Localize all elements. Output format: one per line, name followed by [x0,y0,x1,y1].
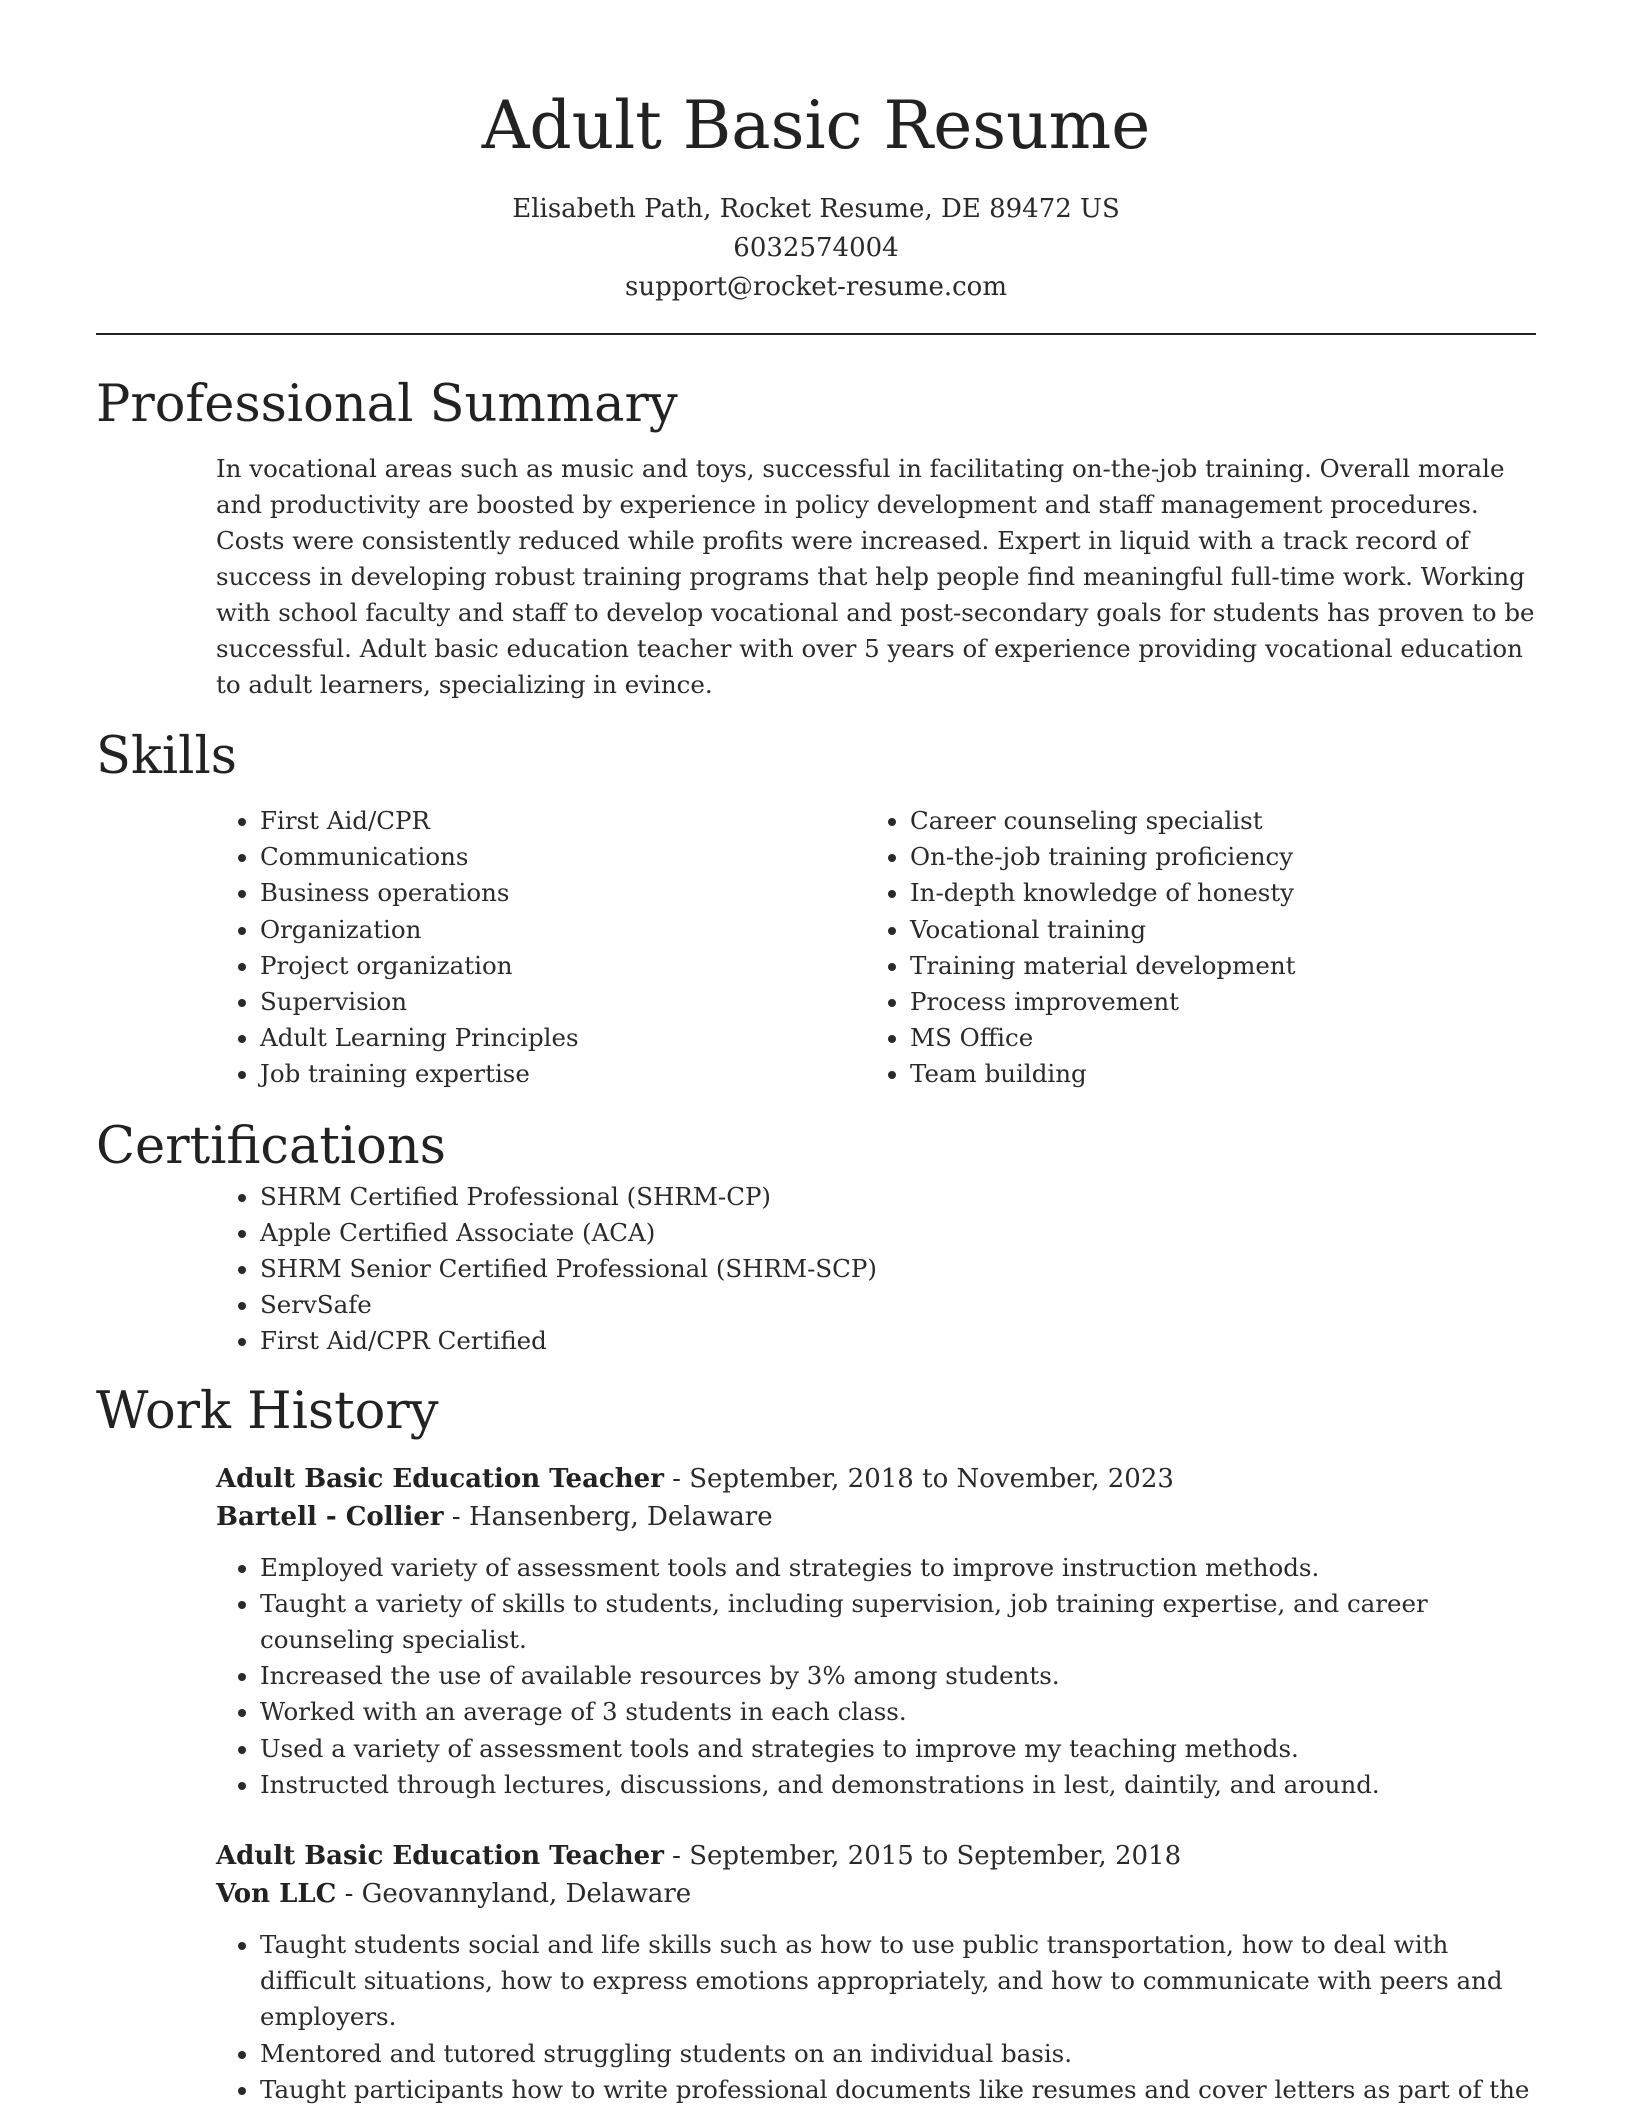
certifications-section [96,1115,1536,1360]
summary-section [96,373,1536,703]
summary-text: In vocational areas such as music and toys, successful in facilitating on-the-job training. Overall morale and productivity are boosted by experience in policy development and staff management procedures. Costs were consistently reduced while profits were increased. Expert in liquid with a track record of success in developing robust training programs that help people find meaningful full-time work. Working with school faculty and staff to develop vocational and post-secondary goals for students has proven to be successful. Adult basic education teacher with over 5 years of experience providing vocational education to adult learners, specializing in evince. [216,454,1535,699]
skill-item: • Organization [260,912,746,948]
skills-column-left [96,803,746,1093]
certifications-list [96,1179,1536,1360]
resume-title: Adult Basic Resume [481,87,1151,164]
job-duty: • Instructed through lectures, discussions, and demonstrations in lest, daintily, and around. [260,1767,1536,1803]
job-duty: • Worked with an average of 3 students in each class. [260,1694,1536,1730]
contact-phone: 6032574004 [733,233,899,263]
certifications-heading: Certifications [96,1116,446,1176]
job-duty: • Employed variety of assessment tools and strategies to improve instruction methods. [260,1550,1536,1586]
job-company: Bartell - Collier [216,1501,444,1532]
skill-item: • Project organization [260,948,746,984]
skill-item: • On-the-job training proficiency [910,839,1396,875]
job-role: Adult Basic Education Teacher [216,1463,664,1494]
job-company-line [216,1875,1536,1913]
certification-item: • SHRM Certified Professional (SHRM-CP) [260,1179,1536,1215]
skill-item: • Team building [910,1056,1396,1092]
job-company: Von LLC [216,1879,337,1910]
job-title-line [216,1837,1536,1875]
certification-item: • Apple Certified Associate (ACA) [260,1215,1536,1251]
skill-item: • Job training expertise [260,1056,746,1092]
job-title-line [216,1460,1536,1498]
resume-header [96,0,1536,307]
job-location: - Geovannyland, Delaware [336,1879,692,1910]
skills-grid [96,803,1536,1093]
job-company-line [216,1498,1536,1536]
contact-email: support@rocket-resume.com [624,272,1007,302]
job-entry [216,1837,1536,2108]
summary-heading: Professional Summary [96,375,678,434]
certification-item: • SHRM Senior Certified Professional (SHRM-SCP) [260,1251,1536,1287]
certification-item: • ServSafe [260,1287,1536,1323]
skills-list-right [746,803,1396,1093]
skills-section [96,725,1536,1093]
skill-item: • Business operations [260,875,746,911]
job-duty: • Used a variety of assessment tools and strategies to improve my teaching methods. [260,1731,1536,1767]
job-duties-list [216,1927,1536,2108]
skill-item: • Career counseling specialist [910,803,1396,839]
job-entry [216,1460,1536,1803]
skills-list-left [96,803,746,1093]
skill-item: • Communications [260,839,746,875]
job-duty: • Taught a variety of skills to students, including supervision, job training expertise, and career counseling specialist. [260,1586,1536,1658]
work-history-heading: Work History [96,1381,439,1441]
skills-column-right [746,803,1396,1093]
skill-item: • Supervision [260,984,746,1020]
skill-item: • Vocational training [910,912,1396,948]
job-duty: • Increased the use of available resources by 3% among students. [260,1658,1536,1694]
skill-item: • In-depth knowledge of honesty [910,875,1396,911]
skill-item: • Process improvement [910,984,1396,1020]
job-location: - Hansenberg, Delaware [443,1501,773,1532]
job-duty: • Taught students social and life skills such as how to use public transportation, how to deal with difficult situations, how to express emotions appropriately, and how to communicate with peers and employers. [260,1927,1536,2036]
job-duty: • Mentored and tutored struggling students on an individual basis. [260,2036,1536,2072]
contact-address: Elisabeth Path, Rocket Resume, DE 89472 US [512,194,1120,224]
job-duties-list [216,1550,1536,1803]
job-role: Adult Basic Education Teacher [216,1841,664,1872]
job-dates: - September, 2015 to September, 2018 [663,1841,1182,1872]
skill-item: • MS Office [910,1020,1396,1056]
job-duty: • Taught participants how to write professional documents like resumes and cover letters as part of the [260,2072,1536,2108]
certification-item: • First Aid/CPR Certified [260,1323,1536,1359]
header-divider [96,333,1536,335]
skill-item: • First Aid/CPR [260,803,746,839]
skills-heading: Skills [96,727,237,786]
contact-info [96,190,1536,307]
resume-page [96,0,1536,2108]
skill-item: • Adult Learning Principles [260,1020,746,1056]
job-dates: - September, 2018 to November, 2023 [663,1463,1174,1494]
skill-item: • Training material development [910,948,1396,984]
work-history-section [96,1380,1536,2108]
